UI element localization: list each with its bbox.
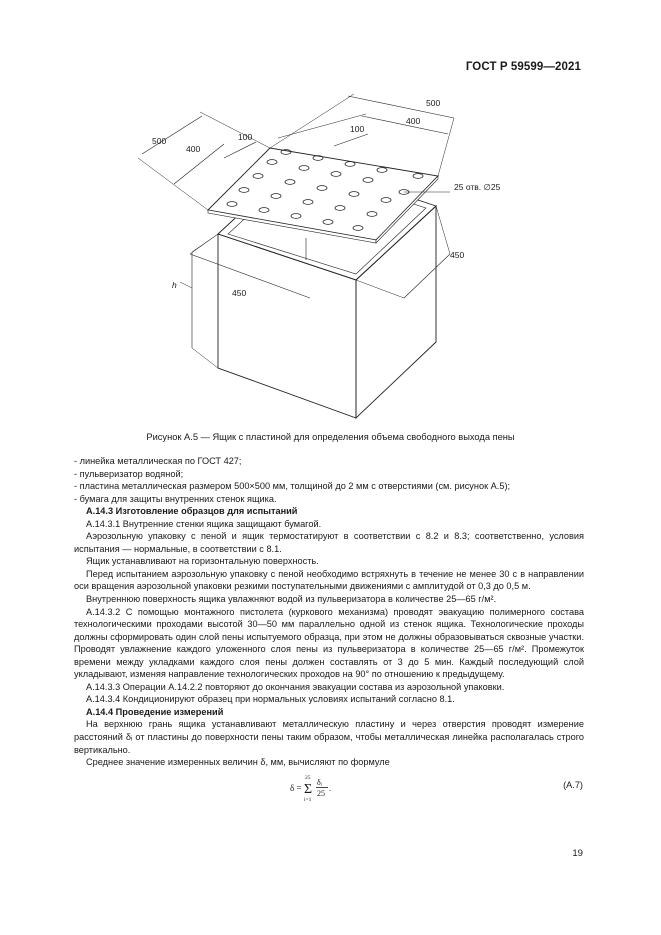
- paragraph: На верхнюю грань ящика устанавливают металлическую пластину и через отверстия проводят измерение расстояний δᵢ от пластины до поверхности пены таким образом, чтобы металлическая линейка располагалась строго вертикально.: [74, 719, 584, 755]
- dim-line-top-100: [334, 134, 368, 146]
- paragraph: Аэрозольную упаковку с пеной и ящик термостатируют в соответствии с 8.2 и 8.3; соответственно, условия испытания — нормальные, в соответствии с 8.1.: [74, 531, 584, 554]
- dim-label-left-500: 500: [152, 136, 167, 146]
- formula-number: (А.7): [563, 780, 583, 790]
- list-item: - пульверизатор водяной;: [74, 468, 184, 479]
- paragraph: Ящик устанавливают на горизонтальную поверхность.: [86, 556, 319, 567]
- dim-label-left-400: 400: [186, 144, 201, 154]
- dim-line-front-450: [190, 254, 310, 298]
- list-item: - бумага для защиты внутренних стенок ящика.: [74, 493, 277, 504]
- document-code: ГОСТ Р 59599—2021: [465, 61, 581, 73]
- dim-label-front-450: 450: [232, 288, 247, 298]
- paragraph: А.14.3.4 Кондиционируют образец при нормальных условиях испытаний согласно 8.1.: [86, 694, 455, 705]
- formula-sum-bottom: i=1: [304, 797, 312, 802]
- dim-line-top-400: [362, 116, 448, 134]
- formula-denominator: 25: [317, 789, 325, 798]
- formula-numerator: δᵢ: [317, 778, 323, 787]
- list-item: - линейка металлическая по ГОСТ 427;: [74, 456, 242, 466]
- dim-label-top-100: 100: [350, 124, 365, 134]
- paragraph: Среднее значение измеренных величин δ, мм, вычисляют по формуле: [86, 757, 390, 768]
- box-drawing: [120, 88, 540, 428]
- box-front-face: [218, 234, 356, 418]
- dim-line-side-450: [404, 254, 450, 298]
- section-heading: А.14.4 Проведение измерений: [86, 706, 224, 717]
- paragraph: Перед испытанием аэрозольную упаковку с пеной необходимо встряхнуть в течение не менее 30 с в направлении оси вращения аэрозольной упаковки резкими поступательными движениями с амплитудой от 0,3 до 0,5 м.: [74, 568, 584, 592]
- paragraph: Внутреннюю поверхность ящика увлажняют водой из пульверизатора в количестве 25—65 г/м².: [86, 594, 497, 605]
- figure-caption: Рисунок А.5 — Ящик с пластиной для определения объема свободного выхода пены: [146, 432, 515, 442]
- figure-box-with-plate: [120, 88, 540, 428]
- dim-label-top-500: 500: [426, 98, 441, 108]
- page-number: 19: [572, 848, 583, 859]
- sum-sign: Σ: [304, 782, 313, 797]
- dim-line-left-100: [224, 142, 256, 158]
- dim-label-left-100: 100: [238, 132, 253, 142]
- formula-sum-top: 25: [305, 775, 311, 781]
- section-heading: А.14.3 Изготовление образцов для испытаний: [86, 506, 298, 517]
- formula-a7: [290, 772, 350, 802]
- dim-label-height: h: [172, 280, 177, 290]
- paragraph: А.14.3.2 С помощью монтажного пистолета (куркового механизма) проводят эвакуацию полимерного состава технологическими проходами высотой 30—50 мм параллельно одной из стенок ящика. Технологические проходы должны сформировать один слой пены испытуемого образца, при этом не должны образовываться сквозные участки. Проводят увлажнение каждого уложенного слоя пены из пульверизатора в количестве 25—65 г/м². Промежуток времени между укладками каждого слоя пены должен составлять от 3 до 5 мин. Каждый последующий слой укладывают, изменяя направление технологических проходов на 90° по отношению к предыдущему.: [74, 606, 584, 680]
- formula-lhs: δ =: [290, 783, 302, 793]
- hole-callout: 25 отв. ∅25: [454, 182, 501, 192]
- list-item: - пластина металлическая размером 500×500 мм, толщиной до 2 мм с отверстиями (см. рисунок А.5);: [74, 481, 511, 492]
- dim-label-side-450: 450: [450, 250, 465, 260]
- svg-text:.: .: [329, 784, 331, 793]
- dim-label-top-400: 400: [406, 116, 421, 126]
- body-text: [74, 455, 584, 769]
- paragraph: А.14.3.1 Внутренние стенки ящика защищают бумагой.: [86, 518, 322, 529]
- paragraph: А.14.3.3 Операции А.14.2.2 повторяют до окончания эвакуации состава из аэрозольной упаковки.: [86, 681, 505, 692]
